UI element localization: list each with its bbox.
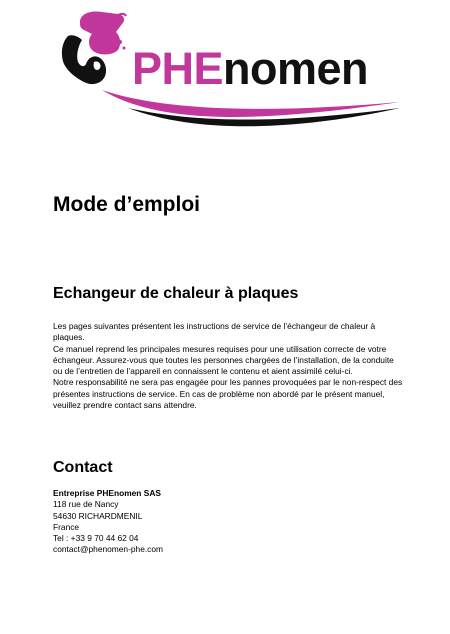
contact-phone: Tel : +33 9 70 44 62 04 xyxy=(53,533,139,544)
contact-street: 118 rue de Nancy xyxy=(53,499,119,510)
logo-jug xyxy=(80,11,124,54)
contact-company: Entreprise PHEnomen SAS xyxy=(53,488,161,498)
logo-brand-prefix: PHE xyxy=(132,43,224,94)
contact-email[interactable]: contact@phenomen-phe.com xyxy=(53,544,163,555)
document-title: Mode d’emploi xyxy=(53,193,200,216)
contact-city: 54630 RICHARDMENIL xyxy=(53,510,143,521)
contact-country: France xyxy=(53,521,80,532)
intro-line: Ce manuel reprend les principales mesures requises pour une utilisation correcte de votre échangeur. Assurez-vous que toutes les personnes chargées de l’installation, de la conduite ou de l’entretien de l’appareil en connaissent le contenu et aient assimilé celui-ci. xyxy=(53,343,394,377)
document-subtitle: Echangeur de chaleur à plaques xyxy=(53,285,299,302)
logo-wordmark xyxy=(132,43,369,94)
intro-line: Les pages suivantes présentent les instructions de service de l’échangeur de chaleur à plaques. xyxy=(53,321,376,343)
intro-paragraph xyxy=(53,321,403,411)
phenomen-logo xyxy=(58,6,408,134)
contact-heading: Contact xyxy=(53,459,113,476)
intro-line: Notre responsabilité ne sera pas engagée pour les pannes provoquées par le non-respect des présentes instructions de service. En cas de problème non abordé par le présent manuel, veuillez prendre contact sans attendre. xyxy=(53,377,403,411)
logo-brand-suffix: nomen xyxy=(223,43,369,94)
contact-block xyxy=(53,488,353,556)
